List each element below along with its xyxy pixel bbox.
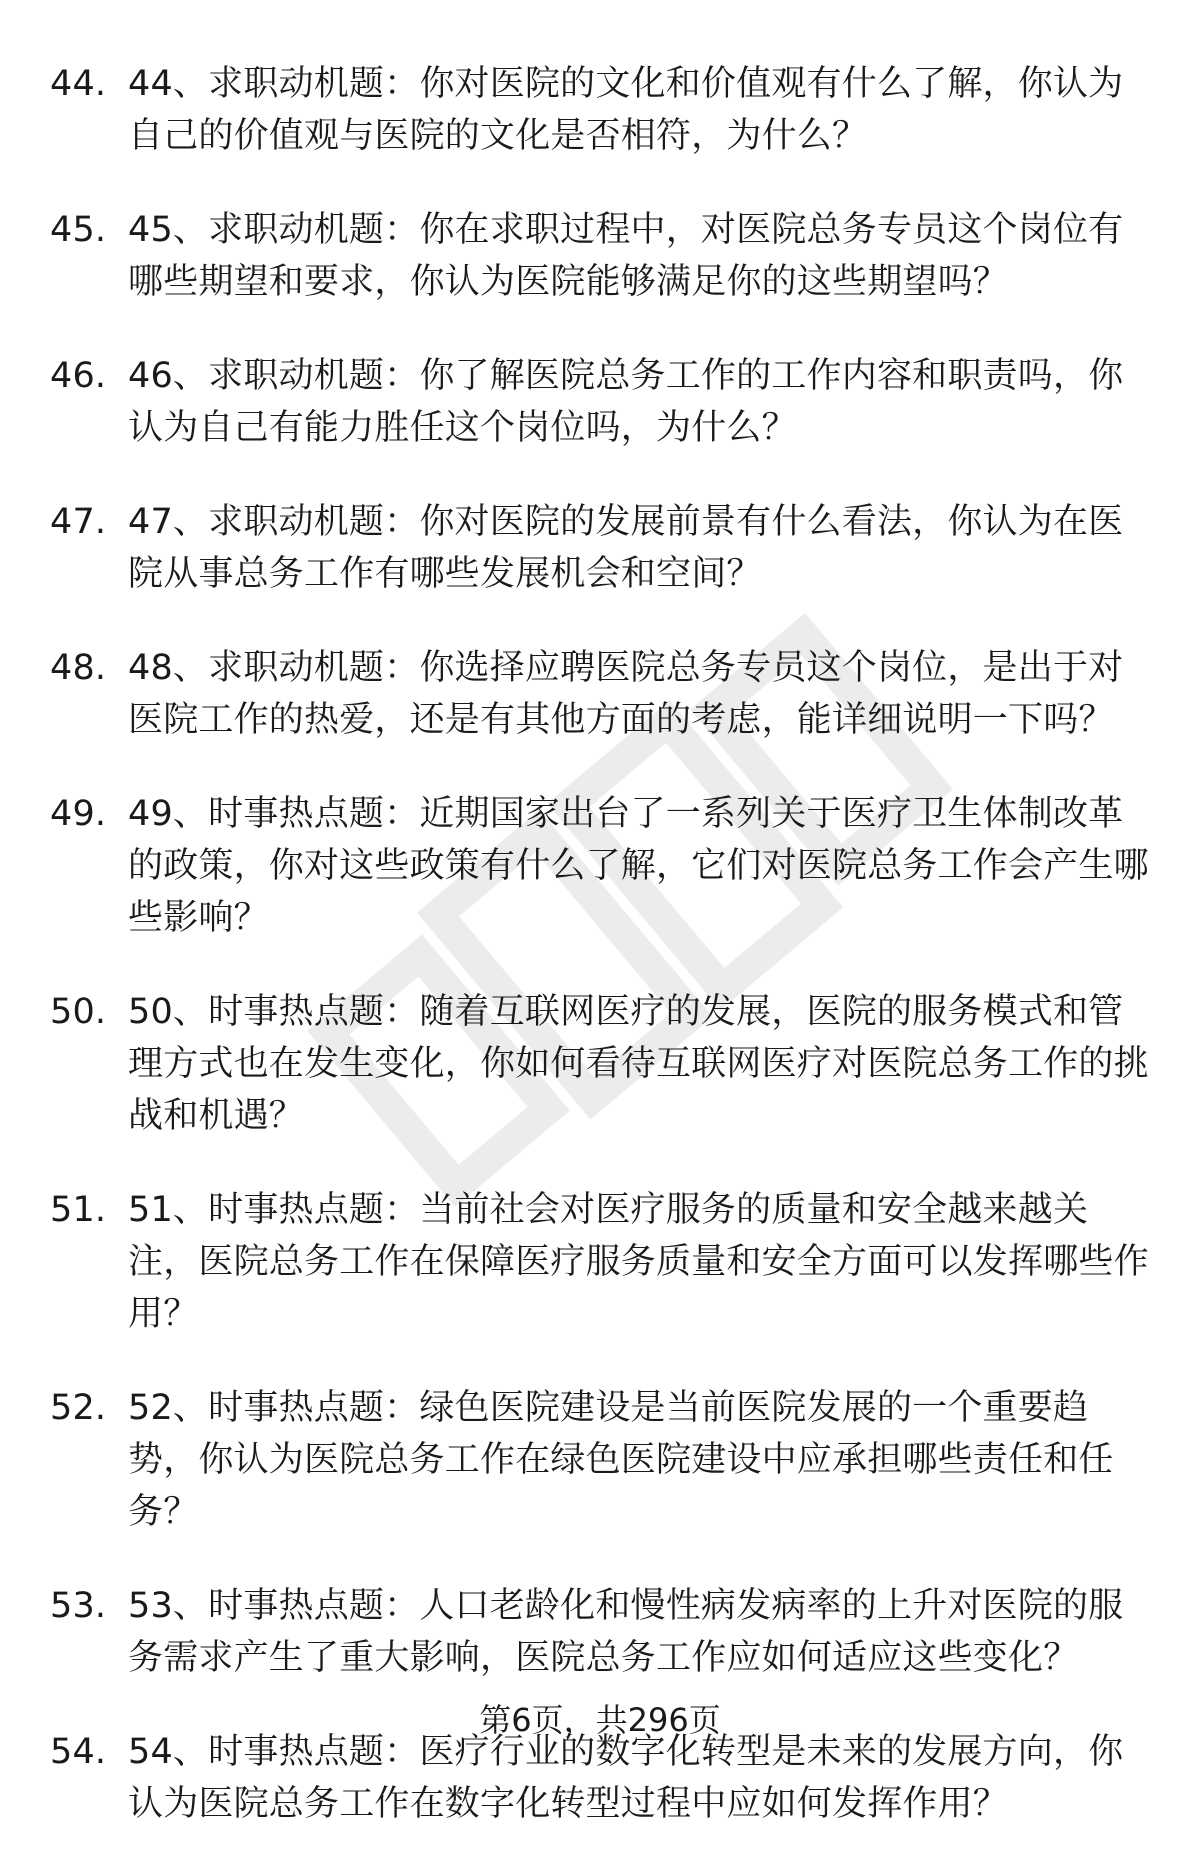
list-item [0, 496, 1200, 600]
question-number: 51. [50, 1190, 107, 1230]
list-item [0, 642, 1200, 746]
question-text: 46、求职动机题：你了解医院总务工作的工作内容和职责吗，你认为自己有能力胜任这个岗位吗，为什么？ [128, 356, 1124, 448]
question-text: 47、求职动机题：你对医院的发展前景有什么看法，你认为在医院从事总务工作有哪些发展机会和空间？ [128, 502, 1124, 594]
list-item [0, 986, 1200, 1142]
list-item [0, 204, 1200, 308]
question-number: 53. [50, 1586, 107, 1626]
question-number: 46. [50, 356, 107, 396]
list-item [0, 1382, 1200, 1538]
question-number: 44. [50, 64, 107, 104]
question-text: 51、时事热点题：当前社会对医疗服务的质量和安全越来越关注，医院总务工作在保障医疗服务质量和安全方面可以发挥哪些作用？ [128, 1190, 1149, 1334]
list-item [0, 350, 1200, 454]
list-item [0, 1184, 1200, 1340]
question-number: 54. [50, 1732, 107, 1772]
question-text: 50、时事热点题：随着互联网医疗的发展，医院的服务模式和管理方式也在发生变化，你如何看待互联网医疗对医院总务工作的挑战和机遇？ [128, 992, 1149, 1136]
list-item [0, 1580, 1200, 1684]
question-text: 53、时事热点题：人口老龄化和慢性病发病率的上升对医院的服务需求产生了重大影响，医院总务工作应如何适应这些变化？ [128, 1586, 1124, 1678]
question-text: 48、求职动机题：你选择应聘医院总务专员这个岗位，是出于对医院工作的热爱，还是有其他方面的考虑，能详细说明一下吗？ [128, 648, 1124, 740]
question-number: 48. [50, 648, 107, 688]
page-footer: 第6页，共296页 [479, 1701, 721, 1739]
question-number: 47. [50, 502, 107, 542]
question-text: 52、时事热点题：绿色医院建设是当前医院发展的一个重要趋势，你认为医院总务工作在绿色医院建设中应承担哪些责任和任务？ [128, 1388, 1114, 1532]
question-list [0, 58, 1200, 1872]
question-text: 45、求职动机题：你在求职过程中，对医院总务专员这个岗位有哪些期望和要求，你认为医院能够满足你的这些期望吗？ [128, 210, 1124, 302]
question-text: 49、时事热点题：近期国家出台了一系列关于医疗卫生体制改革的政策，你对这些政策有什么了解，它们对医院总务工作会产生哪些影响？ [128, 794, 1149, 938]
question-number: 50. [50, 992, 107, 1032]
list-item [0, 788, 1200, 944]
question-number: 52. [50, 1388, 107, 1428]
question-number: 45. [50, 210, 107, 250]
question-number: 49. [50, 794, 107, 834]
list-item [0, 58, 1200, 162]
question-text: 44、求职动机题：你对医院的文化和价值观有什么了解，你认为自己的价值观与医院的文化是否相符，为什么？ [128, 64, 1124, 156]
question-text: 54、时事热点题：医疗行业的数字化转型是未来的发展方向，你认为医院总务工作在数字化转型过程中应如何发挥作用？ [128, 1732, 1124, 1824]
